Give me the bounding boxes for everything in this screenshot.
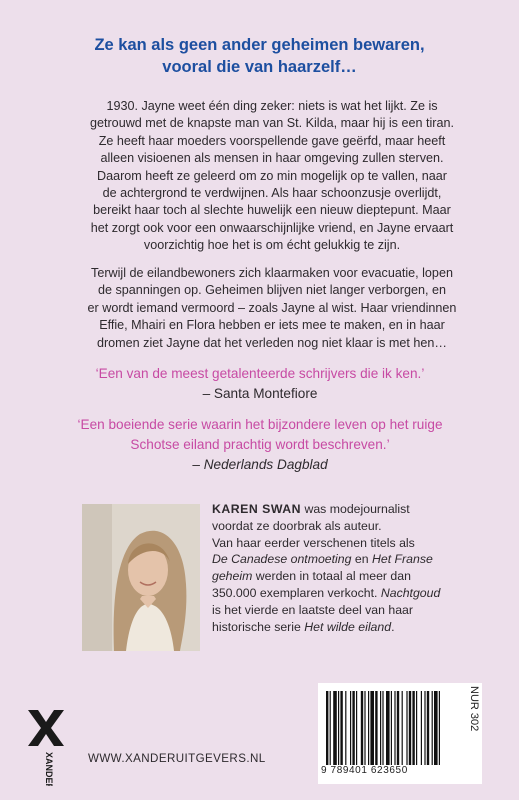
barcode-bar <box>402 691 403 765</box>
text-line: de achtergrond te verdwijnen. Als haar schoonzusje overlijdt, <box>102 186 442 201</box>
text-line: alleen visioenen als mensen in haar omgeving zullen sterven. <box>100 151 444 166</box>
barcode-bar <box>326 691 328 765</box>
bio-text: historische serie <box>212 619 305 634</box>
text-line: de spanningen op. Geheimen blijven niet langer verborgen, en <box>98 283 446 298</box>
author-bio <box>212 501 472 635</box>
barcode-bar <box>340 691 342 765</box>
blurb-paragraph-1 <box>72 98 472 255</box>
quote-source: – Santa Montefiore <box>202 386 318 401</box>
barcode-bar <box>421 691 422 765</box>
quote-text: ‘Een boeiende serie waarin het bijzondere leven op het ruige <box>77 417 443 432</box>
source-dash: – <box>192 457 204 472</box>
review-quote-1 <box>40 364 480 404</box>
barcode-bar <box>356 691 357 765</box>
barcode-bar <box>412 691 414 765</box>
barcode-bar <box>361 691 363 765</box>
barcode-digits: 9 789401 623650 <box>321 765 408 776</box>
barcode-bar <box>394 691 395 765</box>
barcode-bar <box>368 691 369 765</box>
book-title: Het Franse <box>371 552 433 567</box>
barcode-bar <box>432 691 433 765</box>
tagline-line: vooral die van haarzelf… <box>162 58 357 76</box>
nur-code: NUR 302 <box>468 686 480 732</box>
bio-line <box>212 585 472 602</box>
barcode-bar <box>397 691 399 765</box>
logo-wordmark: XANDER <box>44 752 54 786</box>
book-title: De Canadese ontmoeting <box>212 552 352 567</box>
bio-line <box>212 501 472 518</box>
bio-line: Van haar eerder verschenen titels als <box>212 535 415 550</box>
text-line: Ze heeft haar moeders voorspellende gave geërfd, maar heeft <box>98 133 446 148</box>
barcode-bar <box>434 691 438 765</box>
quote-text: ‘Een van de meest getalenteerde schrijvers die ik ken.’ <box>95 366 425 381</box>
barcode-bar <box>338 691 339 765</box>
barcode-bar <box>439 691 440 765</box>
bio-line: voordat ze doorbrak als auteur. <box>212 518 382 533</box>
barcode-bar <box>424 691 425 765</box>
text-line: bereikt haar toch al slechte huwelijk een nieuw dieptepunt. Maar <box>93 203 451 218</box>
barcode-bar <box>409 691 411 765</box>
publisher-logo <box>24 706 68 786</box>
text-line: Terwijl de eilandbewoners zich klaarmaken voor evacuatie, lopen <box>91 266 453 280</box>
bio-line: is het vierde en laatste deel van haar <box>212 602 413 617</box>
bio-text: 350.000 exemplaren verkocht. <box>212 585 381 600</box>
text-line: getrouwd met de knapste man van St. Kilda, maar hij is een tiran. <box>89 116 454 131</box>
barcode-bar <box>427 691 429 765</box>
text-line: er wordt iemand vermoord – zoals Jayne al wist. Haar vriendinnen <box>87 300 457 315</box>
barcode-bar <box>333 691 337 765</box>
publisher-website: WWW.XANDERUITGEVERS.NL <box>88 752 266 765</box>
source-name: Nederlands Dagblad <box>203 457 328 472</box>
barcode-bar <box>416 691 417 765</box>
bio-text: was modejournalist <box>301 502 410 516</box>
barcode-bar <box>345 691 346 765</box>
text-line: dromen ziet Jayne dat het verleden nog niet klaar is met hen… <box>96 335 448 350</box>
tagline <box>0 34 519 78</box>
bio-line <box>212 568 472 585</box>
author-photo <box>82 504 200 651</box>
barcode-bar <box>352 691 354 765</box>
book-title: geheim <box>212 569 253 584</box>
review-quote-2 <box>40 415 480 475</box>
book-title: Nachtgoud <box>380 585 441 600</box>
barcode-bar <box>380 691 381 765</box>
quote-text: Schotse eiland prachtig wordt beschreven.’ <box>130 437 390 452</box>
text-line: voorzichtig hoe het is om écht gelukkig te zijn. <box>143 238 401 253</box>
bio-text: . <box>391 619 395 634</box>
tagline-line: Ze kan als geen ander geheimen bewaren, <box>94 36 425 54</box>
bio-text: werden in totaal al meer dan <box>252 569 411 584</box>
barcode-bar <box>350 691 351 765</box>
barcode-bar <box>375 691 377 765</box>
text-line: het zorgt ook voor een onwaarschijnlijke vriend, en Jayne ervaart <box>90 220 454 235</box>
text-line: 1930. Jayne weet één ding zeker: niets is wat het lijkt. Ze is <box>106 99 438 113</box>
barcode-bar <box>330 691 331 765</box>
barcode-bar <box>386 691 390 765</box>
barcode-bar <box>370 691 374 765</box>
text-line: Daarom heeft ze geleerd om zo min mogelijk op te vallen, naar <box>96 168 447 183</box>
author-name: KAREN SWAN <box>212 502 302 516</box>
barcode-bar <box>406 691 407 765</box>
barcode-bar <box>364 691 365 765</box>
book-title: Het wilde eiland <box>304 619 392 634</box>
bio-text: en <box>351 552 372 567</box>
barcode-bar <box>382 691 383 765</box>
quote-source <box>40 455 480 475</box>
blurb-paragraph-2 <box>72 265 472 352</box>
barcode-bar <box>391 691 392 765</box>
text-line: Effie, Mhairi en Flora hebben er iets mee te maken, en in haar <box>99 318 445 333</box>
bio-line <box>212 551 472 568</box>
bio-line <box>212 619 472 636</box>
